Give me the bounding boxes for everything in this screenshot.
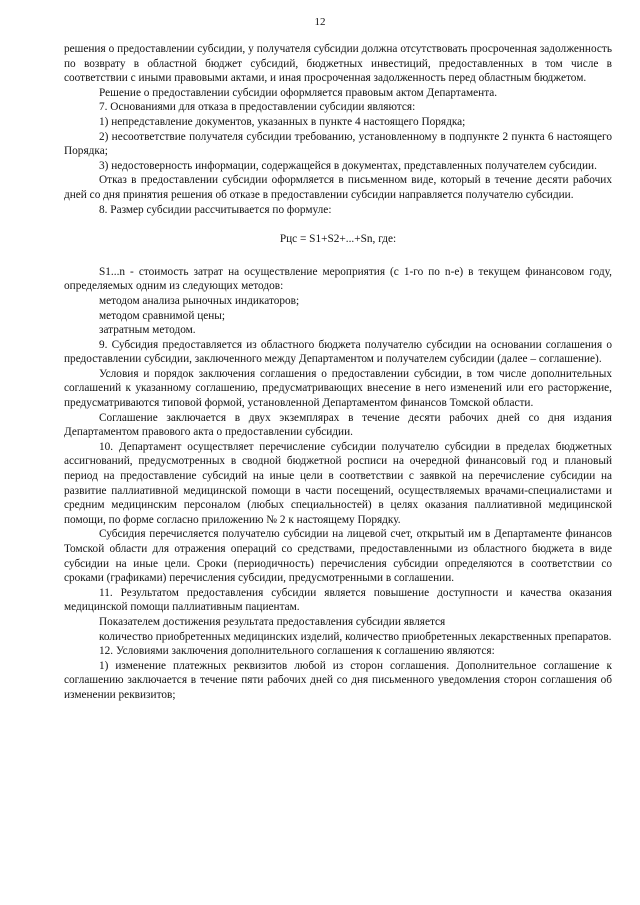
paragraph-item-11: 11. Результатом предоставления субсидии является повышение доступности и качества оказания медицинской помощи паллиативным пациентам. [64,586,612,614]
document-body [64,42,612,703]
paragraph-indicator: Показателем достижения результата предоставления субсидии является [99,615,446,628]
paragraph-decision-form: Решение о предоставлении субсидии оформляется правовым актом Департамента. [99,86,498,99]
paragraph-item-10: 10. Департамент осуществляет перечисление субсидии получателю субсидии в пределах бюджетных ассигнований, предусмотренных в сводной бюджетной росписи на очередной финансовый год и плановый период на предоставление субсидий на иные цели в соответствии с заявкой на перечисление субсидии на развитие паллиативной медицинской помощи в части посещений, осуществляемых врачами-специалистами и средним медицинским персоналом (любых специальностей) в целях оказания паллиативной медицинской помощи, по форме согласно приложению № 2 к настоящему Порядку. [64,440,612,526]
paragraph-formula-definition: S1...n - стоимость затрат на осуществление мероприятия (с 1-го по n-е) в текущем финансовом году, определяемых одним из следующих методов: [64,265,612,293]
paragraph-continuation: решения о предоставлении субсидии, у получателя субсидии должна отсутствовать просроченная задолженность по возврату в областной бюджет субсидий, бюджетных инвестиций, предоставленных в том числе в соответствии с иными правовыми актами, и иная просроченная задолженность перед областным бюджетом. [64,43,612,85]
paragraph-refusal: Отказ в предоставлении субсидии оформляется в письменном виде, который в течение десяти рабочих дней со дня принятия решения об отказе в предоставлении субсидии направляется получателю субсидии. [64,174,612,201]
paragraph-item-7-1: 1) непредставление документов, указанных в пункте 4 настоящего Порядка; [99,115,466,128]
page-number: 12 [314,16,326,28]
paragraph-item-7-2: 2) несоответствие получателя субсидии требованию, установленному в подпункте 2 пункта 6 настоящего Порядка; [64,130,612,158]
paragraph-item-7: 7. Основаниями для отказа в предоставлении субсидии являются: [99,101,416,114]
paragraph-method-1: методом анализа рыночных индикаторов; [99,294,300,307]
paragraph-item-12-1: 1) изменение платежных реквизитов любой из сторон соглашения. Дополнительное соглашение к соглашению заключается в течение пяти рабочих дней со дня письменного уведомления сторон соглашения об изменении реквизитов; [64,659,612,701]
formula: Рцс = S1+S2+...+Sn, где: [279,233,397,246]
paragraph-agreement-terms: Условия и порядок заключения соглашения о предоставлении субсидии, в том числе дополнительных соглашений к указанному соглашению, предусматривающих внесение в него изменений или его расторжение, предусматриваются типовой формой, установленной Департаментом финансов Томской области. [64,367,612,410]
paragraph-item-7-3: 3) недостоверность информации, содержащейся в документах, представленных получателем субсидии. [99,159,597,172]
paragraph-item-12: 12. Условиями заключения дополнительного соглашения к соглашению являются: [99,645,495,658]
paragraph-method-2: методом сравнимой цены; [99,309,226,322]
paragraph-item-9: 9. Субсидия предоставляется из областного бюджета получателю субсидии на основании соглашения о предоставлении субсидии, заключенного между Департаментом и получателем субсидии (далее – соглашение). [64,338,612,366]
paragraph-agreement-copies: Соглашение заключается в двух экземплярах в течение десяти рабочих дней со дня издания Департаментом правового акта о предоставлении субсидии. [64,411,612,439]
paragraph-item-8: 8. Размер субсидии рассчитывается по формуле: [99,203,332,216]
paragraph-transfer: Субсидия перечисляется получателю субсидии на лицевой счет, открытый им в Департаменте финансов Томской области для отражения операций со средствами, предоставленными из областного бюджета в виде субсидии на иные цели. Сроки (периодичность) перечисления субсидии определяются в соответствии со сроками (графиками) перечисления субсидии, предусмотренными в соглашении. [64,528,612,585]
paragraph-indicator-values: количество приобретенных медицинских изделий, количество приобретенных лекарственных препаратов. [99,630,612,643]
paragraph-method-3: затратным методом. [99,324,196,337]
